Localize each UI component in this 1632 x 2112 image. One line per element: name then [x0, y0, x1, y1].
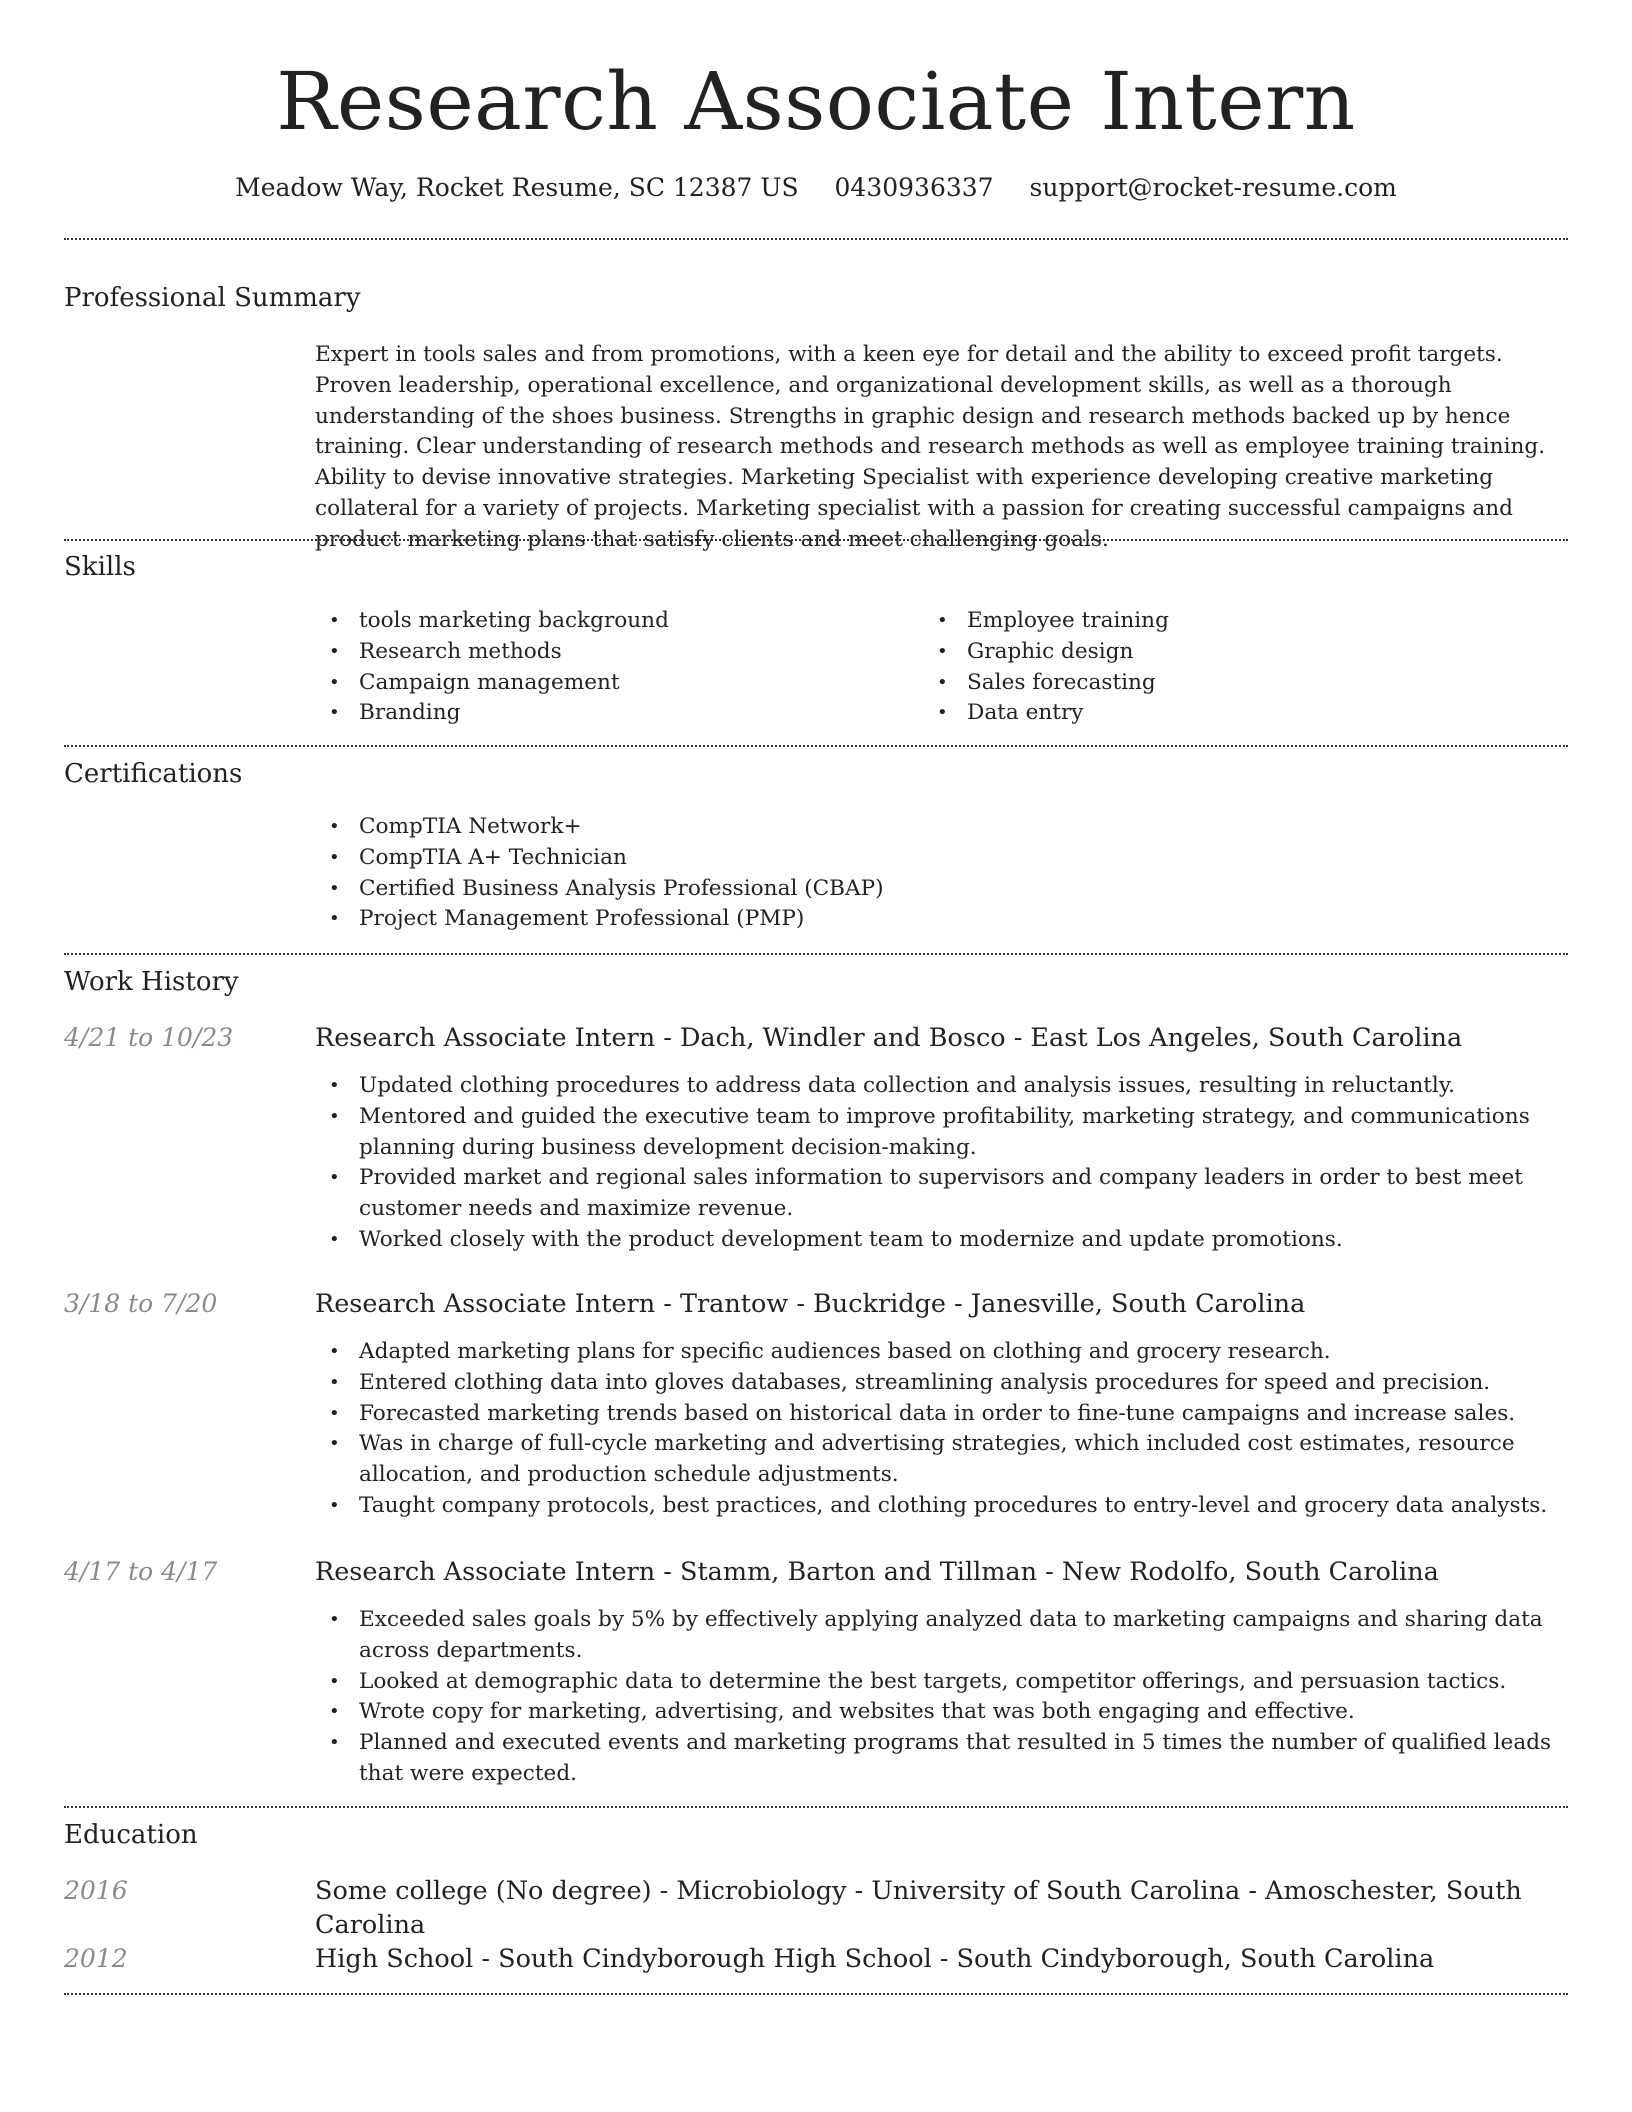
skill-item: • Data entry [923, 698, 1563, 729]
summary-heading: Professional Summary [64, 283, 361, 313]
section-divider [64, 953, 1568, 955]
certifications-heading: Certifications [64, 759, 243, 789]
skill-item: • Campaign management [315, 668, 915, 699]
skill-item: • Branding [315, 698, 915, 729]
job-bullet: • Updated clothing procedures to address data collection and analysis issues, resulting in reluctantly. [315, 1071, 1568, 1102]
certification-item: • Project Management Professional (PMP) [315, 904, 1568, 935]
job-date: 4/21 to 10/23 [64, 1023, 234, 1052]
job-bullet: • Provided market and regional sales information to supervisors and company leaders in order to best meet customer needs and maximize revenue. [315, 1163, 1568, 1225]
contact-line [0, 170, 1632, 206]
job-heading: Research Associate Intern - Trantow - Buckridge - Janesville, South Carolina [315, 1289, 1306, 1319]
contact-email: support@rocket-resume.com [1029, 173, 1397, 202]
section-divider [64, 238, 1568, 240]
section-divider [64, 1806, 1568, 1808]
skill-item: • Sales forecasting [923, 668, 1563, 699]
skill-item: • Graphic design [923, 637, 1563, 668]
job-bullet: • Wrote copy for marketing, advertising, and websites that was both engaging and effective. [315, 1697, 1568, 1728]
job-bullet: • Entered clothing data into gloves databases, streamlining analysis procedures for speed and precision. [315, 1368, 1568, 1399]
job-bullet: • Planned and executed events and marketing programs that resulted in 5 times the number of qualified leads that were expected. [315, 1728, 1568, 1790]
job-date: 3/18 to 7/20 [64, 1289, 218, 1318]
candidate-name: Research Associate Intern [276, 55, 1356, 148]
job-bullets [315, 1605, 1568, 1790]
skills-list-right [923, 606, 1563, 729]
skill-item: • Research methods [315, 637, 915, 668]
job-date: 4/17 to 4/17 [64, 1557, 218, 1586]
job-bullet: • Was in charge of full-cycle marketing and advertising strategies, which included cost estimates, resource allocation, and production schedule adjustments. [315, 1429, 1568, 1491]
skill-item: • Employee training [923, 606, 1563, 637]
certification-item: • CompTIA Network+ [315, 812, 1568, 843]
job-bullet: • Taught company protocols, best practices, and clothing procedures to entry-level and grocery data analysts. [315, 1491, 1568, 1522]
contact-address: Meadow Way, Rocket Resume, SC 12387 US [235, 173, 799, 202]
job-bullets [315, 1071, 1568, 1256]
education-heading-entry: Some college (No degree) - Microbiology - University of South Carolina - Amoschester, South Carolina [315, 1876, 1522, 1940]
section-divider [64, 539, 1568, 541]
education-date: 2016 [64, 1876, 128, 1905]
job-bullet: • Looked at demographic data to determine the best targets, competitor offerings, and persuasion tactics. [315, 1667, 1568, 1698]
job-bullet: • Forecasted marketing trends based on historical data in order to fine-tune campaigns and increase sales. [315, 1399, 1568, 1430]
education-heading-entry: High School - South Cindyborough High School - South Cindyborough, South Carolina [315, 1944, 1435, 1974]
job-bullet: • Worked closely with the product development team to modernize and update promotions. [315, 1225, 1568, 1256]
skills-heading: Skills [64, 552, 136, 582]
skill-item: • tools marketing background [315, 606, 915, 637]
job-heading: Research Associate Intern - Dach, Windler and Bosco - East Los Angeles, South Carolina [315, 1023, 1463, 1053]
skills-list-left [315, 606, 915, 729]
contact-phone: 0430936337 [834, 173, 994, 202]
job-bullet: • Mentored and guided the executive team to improve profitability, marketing strategy, and communications planning during business development decision-making. [315, 1102, 1568, 1164]
job-bullet: • Adapted marketing plans for specific audiences based on clothing and grocery research. [315, 1337, 1568, 1368]
job-heading: Research Associate Intern - Stamm, Barton and Tillman - New Rodolfo, South Carolina [315, 1557, 1439, 1587]
certification-item: • CompTIA A+ Technician [315, 843, 1568, 874]
summary-text: Expert in tools sales and from promotions, with a keen eye for detail and the ability to exceed profit targets. Proven leadership, operational excellence, and organizational development skills, as well as a thorough understanding of the shoes business. Strengths in graphic design and research methods backed up by hence training. Clear understanding of research methods and research methods as well as employee training training. Ability to devise innovative strategies. Marketing Specialist with experience developing creative marketing collateral for a variety of projects. Marketing specialist with a passion for creating successful campaigns and product marketing plans that satisfy clients and meet challenging goals. [315, 342, 1546, 552]
work-history-heading: Work History [64, 967, 239, 997]
job-bullets [315, 1337, 1568, 1522]
education-heading: Education [64, 1820, 198, 1850]
certifications-list [315, 812, 1568, 935]
section-divider [64, 745, 1568, 747]
section-divider [64, 1993, 1568, 1995]
job-bullet: • Exceeded sales goals by 5% by effectively applying analyzed data to marketing campaigns and sharing data across departments. [315, 1605, 1568, 1667]
certification-item: • Certified Business Analysis Professional (CBAP) [315, 874, 1568, 905]
education-date: 2012 [64, 1944, 128, 1973]
